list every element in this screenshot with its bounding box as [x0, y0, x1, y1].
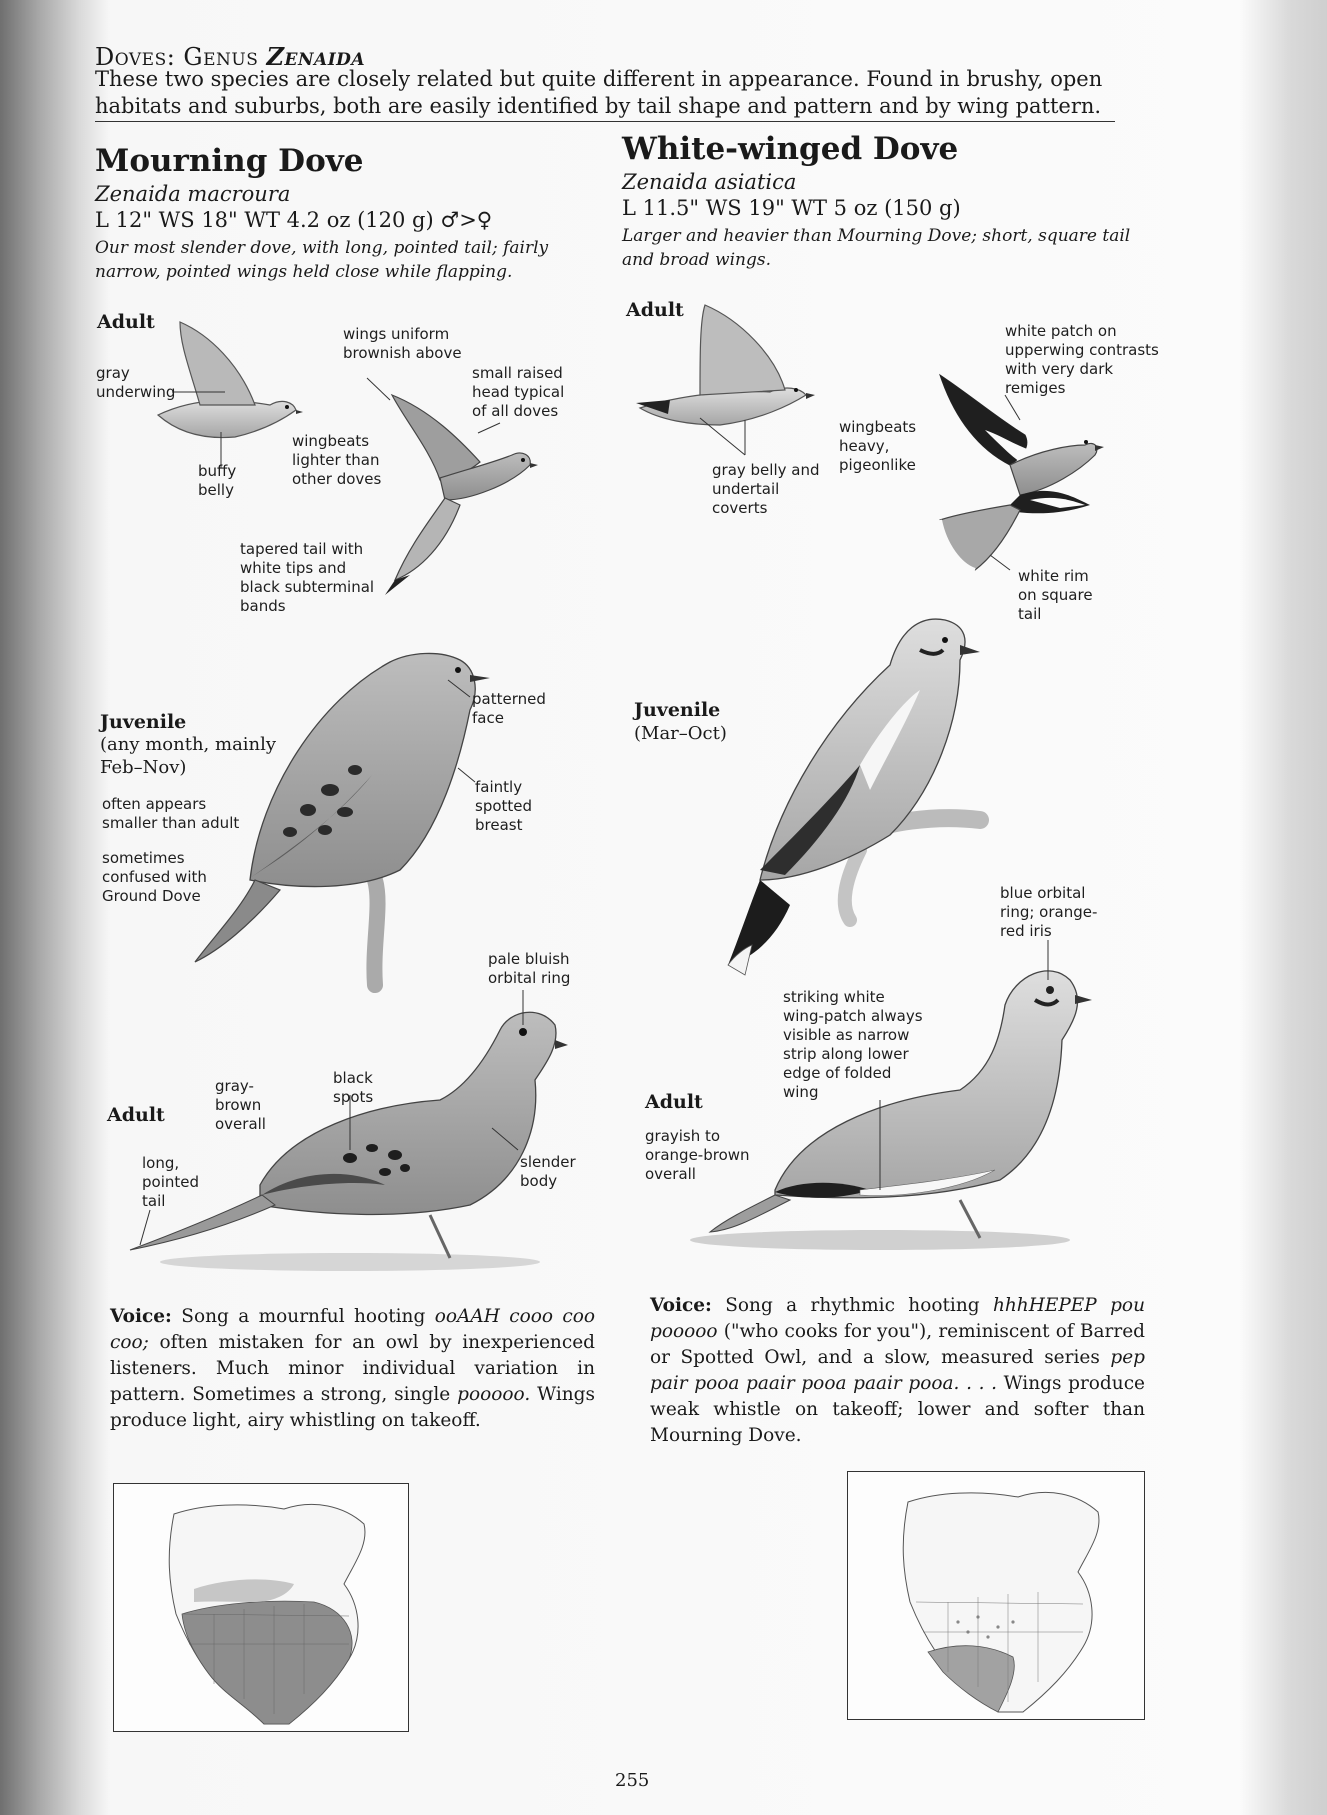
mourning-black-spots-label: black spots: [333, 1069, 374, 1106]
white-winged-dove-range-map: [847, 1471, 1145, 1720]
mourning-dove-measurements: L 12" WS 18" WT 4.2 oz (120 g) ♂>♀: [95, 208, 493, 232]
mourning-wings-uniform-label: wings uniform brownish above: [343, 325, 462, 362]
mourning-dove-name: Mourning Dove: [95, 143, 364, 179]
mourning-juvenile-note-confused: sometimes confused with Ground Dove: [102, 849, 207, 905]
mourning-range-map-drawing: [114, 1484, 408, 1731]
mourning-gray-underwing-label: gray underwing: [96, 364, 176, 401]
white-winged-dove-measurements: L 11.5" WS 19" WT 5 oz (150 g): [622, 196, 961, 220]
ww-white-rim-label: white rim on square tail: [1018, 567, 1093, 623]
mourning-voice-paragraph: Voice: Song a mournful hooting ooAAH cooo coo coo; often mistaken for an owl by inexperienced listeners. Much minor individual variation in pattern. Sometimes a strong, single pooooo. Wings produce light, airy whistling on takeoff.: [110, 1306, 595, 1431]
genus-heading: Doves: Genus Zenaida: [95, 42, 366, 71]
white-winged-dove-flight-underside-illustration: [636, 305, 815, 425]
mourning-patterned-face-label: patterned face: [472, 690, 546, 727]
mourning-small-head-label: small raised head typical of all doves: [472, 364, 565, 420]
mourning-dove-adult-illustration: [130, 1012, 568, 1271]
mourning-dove-range-map: [113, 1483, 409, 1732]
mourning-juvenile-note-smaller: often appears smaller than adult: [102, 795, 240, 832]
mourning-spotted-breast-label: faintly spotted breast: [475, 778, 533, 834]
mourning-gray-brown-label: gray-brown overall: [215, 1077, 266, 1133]
white-winged-dove-scientific-name: Zenaida asiatica: [622, 170, 797, 194]
ww-wingbeats-label: wingbeats heavy, pigeonlike: [839, 418, 917, 474]
mourning-dove-flight-underside-illustration: [158, 322, 303, 438]
ww-range-map-drawing: [848, 1472, 1144, 1719]
ww-gray-belly-label: gray belly and undertail coverts: [712, 461, 820, 517]
ww-overall-color-label: grayish to orange-brown overall: [645, 1127, 750, 1183]
mourning-slender-body-label: slender body: [520, 1153, 576, 1190]
ww-juvenile-stage-label: Juvenile: [634, 699, 721, 721]
white-winged-dove-description: Larger and heavier than Mourning Dove; short, square tail and broad wings.: [622, 226, 1131, 270]
mourning-juvenile-stage-label: Juvenile: [100, 711, 187, 733]
mourning-wingbeats-label: wingbeats lighter than other doves: [292, 432, 382, 488]
ww-flight-stage-label: Adult: [626, 299, 684, 321]
mourning-adult-stage-label: Adult: [107, 1104, 165, 1126]
page-number: 255: [615, 1770, 650, 1791]
mourning-tapered-tail-label: tapered tail with white tips and black subterminal bands: [240, 540, 375, 615]
genus-description: These two species are closely related but quite different in appearance. Found in brushy, open habitats and suburbs, both are easily identified by tail shape and pattern and by wing pattern.: [95, 67, 1103, 118]
ww-orbital-ring-label: blue orbital ring; orange-red iris: [1000, 884, 1098, 940]
mourning-orbital-ring-label: pale bluish orbital ring: [488, 950, 571, 987]
mourning-dove-scientific-name: Zenaida macroura: [95, 182, 291, 206]
ww-white-patch-label: white patch on upperwing contrasts with very dark remiges: [1005, 322, 1159, 397]
mourning-flight-stage-label: Adult: [97, 311, 155, 333]
ww-adult-stage-label: Adult: [645, 1091, 703, 1113]
mourning-dove-description: Our most slender dove, with long, pointed tail; fairly narrow, pointed wings held close while flapping.: [95, 238, 549, 282]
white-winged-dove-juvenile-illustration: [728, 619, 980, 975]
mourning-dove-flight-upperside-illustration: [385, 395, 538, 595]
mourning-long-tail-label: long, pointed tail: [142, 1154, 200, 1210]
ww-juvenile-season: (Mar–Oct): [634, 723, 727, 744]
white-winged-dove-flight-upperside-illustration: [940, 375, 1104, 570]
ww-wing-patch-label: striking white wing-patch always visible as narrow strip along lower edge of folded wing: [783, 988, 923, 1101]
white-winged-dove-name: White-winged Dove: [622, 131, 959, 167]
mourning-buffy-belly-label: buffy belly: [198, 462, 237, 499]
ww-voice-paragraph: Voice: Song a rhythmic hooting hhhHEPEP pou pooooo ("who cooks for you"), reminiscent of Barred or Spotted Owl, and a slow, measured series pep pair pooa paair pooa paair pooa. . . . Wings produce weak whistle on takeoff; lower and softer than Mourning Dove.: [650, 1295, 1145, 1446]
mourning-juvenile-season: (any month, mainly Feb–Nov): [100, 734, 277, 778]
